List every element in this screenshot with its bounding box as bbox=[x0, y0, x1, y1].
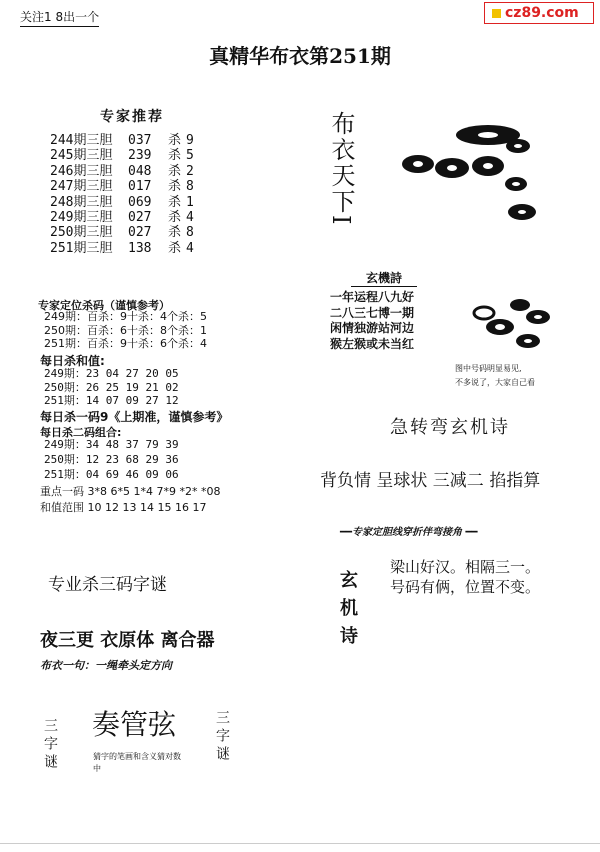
coin-cluster-drawing bbox=[462, 297, 562, 357]
riddle-title: 专业杀三码字谜 bbox=[48, 575, 167, 595]
top-note: 关注1 8出一个 bbox=[20, 8, 99, 27]
sum-range-line: 和值范围 10 12 13 14 15 16 17 bbox=[40, 501, 207, 514]
riddle-line: 夜三更 衣原体 离合器 bbox=[40, 630, 215, 651]
poem-title: 玄機詩 bbox=[351, 269, 417, 287]
sum-kill-list bbox=[44, 367, 179, 408]
poem-line: 一年运程八九好 bbox=[330, 290, 415, 304]
riddle-answer: 奏管弦 bbox=[92, 708, 177, 741]
poem-line: 猴左猴或未当红 bbox=[330, 336, 415, 351]
picture-note: 图中号码明显易见, 不多说了，大家自己看 bbox=[455, 364, 535, 387]
list-item: 251期：百杀：9十杀：6个杀：4 bbox=[44, 337, 207, 350]
riddle-note: 布衣一句：一绳牵头定方向 bbox=[40, 659, 172, 672]
list-item: 250期三胆 027 杀 8 bbox=[50, 225, 194, 241]
badge-square-icon bbox=[492, 9, 501, 18]
answer-note: 猜字的笔画和含义猜对数中 bbox=[93, 752, 181, 773]
list-item: 251期：14 07 09 27 12 bbox=[44, 394, 179, 407]
xuanji-line: 梁山好汉。相隔三一。 bbox=[390, 558, 541, 576]
poem-line: 闲情独游站河边 bbox=[330, 321, 415, 335]
list-item: 249期：34 48 37 79 39 bbox=[44, 438, 179, 451]
list-item: 251期三胆 138 杀 4 bbox=[50, 240, 194, 256]
poem-line: 二八三七博一期 bbox=[330, 305, 415, 320]
coin-drawing bbox=[390, 122, 560, 232]
vertical-title: 布衣天下I bbox=[327, 111, 355, 227]
list-item: 248期三胆 069 杀 1 bbox=[50, 194, 194, 210]
list-item: 247期三胆 017 杀 8 bbox=[50, 179, 194, 195]
page-title: 真精华布衣第251期 bbox=[209, 44, 391, 68]
one-code-line: 每日杀一码9《上期准，谨慎参考》 bbox=[40, 410, 229, 424]
sum-kill-title: 每日杀和值: bbox=[40, 354, 105, 368]
list-item: 245期三胆 239 杀 5 bbox=[50, 148, 194, 164]
site-badge-text: cz89.com bbox=[505, 5, 579, 21]
positioning-list bbox=[44, 310, 207, 351]
list-item: 251期：04 69 46 09 06 bbox=[44, 468, 179, 481]
list-item: 246期三胆 048 杀 2 bbox=[50, 163, 194, 179]
list-item: 250期：26 25 19 21 02 bbox=[44, 380, 179, 394]
poem-lines bbox=[330, 290, 438, 352]
xuanji-lines bbox=[390, 557, 540, 597]
list-item: 249期：百杀：9十杀：4个杀：5 bbox=[44, 310, 207, 323]
side-label-left: 三字谜 bbox=[42, 718, 58, 772]
side-label-right: 三字谜 bbox=[214, 710, 230, 764]
expert-recommend-title: 专家推荐 bbox=[100, 109, 164, 125]
list-item: 250期：12 23 68 29 36 bbox=[44, 453, 179, 466]
list-item: 249期三胆 027 杀 4 bbox=[50, 210, 194, 226]
poem-box bbox=[330, 269, 438, 352]
list-item: 250期：百杀：6十杀：8个杀：1 bbox=[44, 323, 207, 337]
expert-recommend-list bbox=[50, 133, 206, 256]
two-code-list bbox=[44, 437, 179, 482]
riddle-turn-title: 急转弯玄机诗 bbox=[390, 417, 510, 438]
xuanji-line: 号码有俩，位置不变。 bbox=[390, 578, 541, 596]
list-item: 244期三胆 037 杀 9 bbox=[50, 133, 194, 148]
riddle-turn-line: 背负情 呈球状 三减二 掐指算 bbox=[320, 471, 541, 491]
expert-bar: ━━专家定胆线穿折伴弯接角 ━━ bbox=[340, 527, 478, 538]
xuanji-vertical-label: 玄机诗 bbox=[337, 570, 358, 654]
site-badge[interactable] bbox=[484, 2, 594, 24]
two-code-title: 每日杀二码组合: bbox=[40, 426, 122, 439]
key-point-line: 重点一码 3*8 6*5 1*4 7*9 *2* *08 bbox=[40, 485, 221, 498]
bottom-divider bbox=[0, 843, 600, 844]
positioning-title: 专家定位杀码（谨慎参考） bbox=[38, 299, 170, 312]
list-item: 249期：23 04 27 20 05 bbox=[44, 367, 179, 380]
